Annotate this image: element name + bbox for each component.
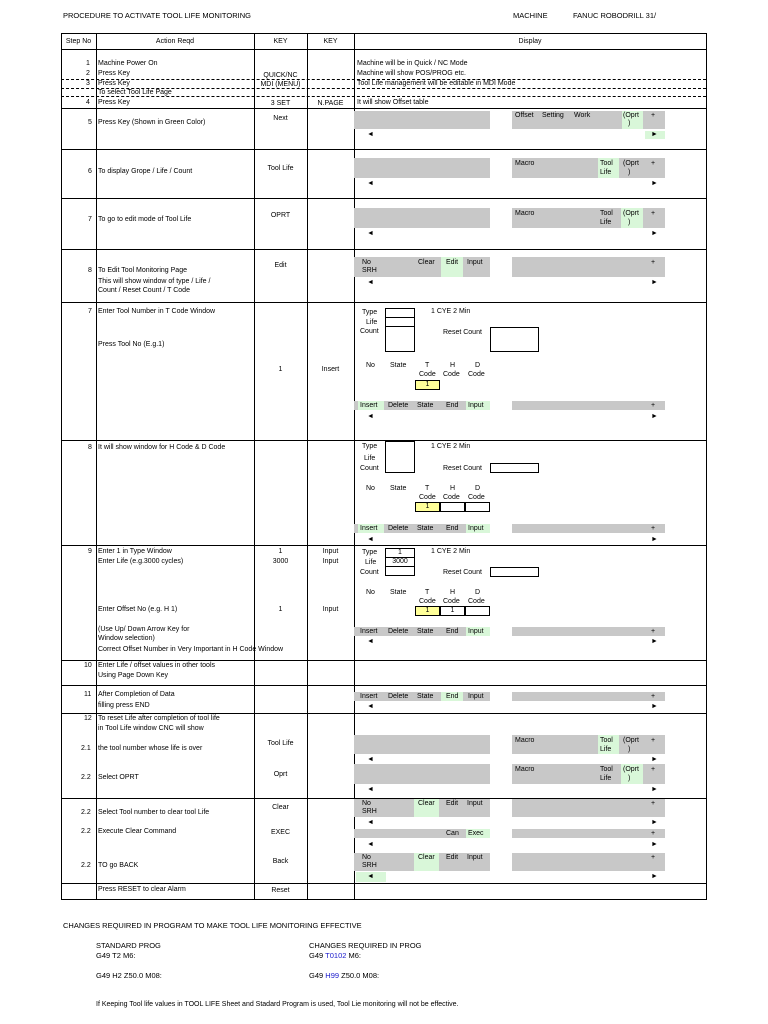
type-field[interactable]: 1	[385, 548, 415, 558]
key-input[interactable]: Input	[322, 558, 339, 565]
window-label-life: Life	[365, 559, 377, 566]
changes-prog-line	[309, 952, 361, 960]
action-text: Enter Life / offset values in other tools	[98, 662, 215, 669]
window-col-d-code: Code	[468, 371, 485, 378]
display-text: Tool Life management will be editable in MDI Mode	[357, 80, 516, 87]
softkey-state[interactable]: State	[417, 628, 434, 635]
softkey-setting[interactable]: Setting	[542, 112, 564, 119]
left-arrow-icon[interactable]: ◄	[367, 638, 374, 645]
window-col-t: T	[425, 362, 430, 369]
action-text: Machine Power On	[98, 60, 158, 67]
left-arrow-icon[interactable]: ◄	[367, 873, 374, 880]
right-arrow-icon[interactable]: ►	[651, 841, 658, 848]
softkey-life[interactable]: Life	[600, 775, 612, 782]
reset-count-field[interactable]	[490, 463, 539, 473]
window-col-h-code: Code	[443, 494, 460, 501]
softkey-plus[interactable]: +	[651, 259, 656, 266]
softkey-tool[interactable]: Tool	[600, 737, 613, 744]
softkey-end[interactable]: End	[446, 693, 459, 700]
window-cye-label: 1 CYE 2 Min	[431, 308, 471, 315]
action-text: the tool number whose life is over	[98, 745, 203, 752]
d-code-cell[interactable]	[465, 606, 490, 616]
action-text: Count / Reset Count / T Code	[98, 287, 190, 294]
window-label-count: Count	[360, 465, 379, 472]
softkey-plus[interactable]: +	[651, 112, 656, 119]
right-arrow-icon[interactable]: ►	[651, 786, 658, 793]
action-text: It will show window for H Code & D Code	[98, 444, 226, 451]
col-header-key2: KEY	[323, 38, 338, 45]
window-reset-count: Reset Count	[443, 465, 482, 472]
softkey-insert[interactable]: Insert	[360, 693, 378, 700]
action-text: Press Tool No (E.g.1)	[98, 341, 165, 348]
softkey-oprt[interactable]: (Oprt	[623, 737, 639, 744]
step-no: 2.2	[81, 828, 91, 835]
right-arrow-icon[interactable]: ►	[651, 230, 658, 237]
window-col-h: H	[450, 485, 456, 492]
softkey-oprt-close: )	[628, 219, 631, 226]
action-text: Press RESET to clear Alarm	[98, 886, 186, 893]
window-label-life: Life	[364, 455, 376, 462]
window-col-h-code: Code	[443, 598, 460, 605]
left-arrow-icon[interactable]: ◄	[367, 536, 374, 543]
code-h99: H99	[325, 971, 340, 980]
action-text: Press Key	[98, 99, 130, 106]
softkey-srh[interactable]: SRH	[362, 267, 377, 274]
left-arrow-icon[interactable]: ◄	[367, 841, 374, 848]
window-col-d-code: Code	[468, 598, 485, 605]
h-code-cell[interactable]: 1	[440, 606, 465, 616]
softkey-input[interactable]: Input	[467, 854, 483, 861]
softkey-plus[interactable]: +	[651, 402, 656, 409]
page-title: PROCEDURE TO ACTIVATE TOOL LIFE MONITORING	[63, 11, 251, 20]
reset-count-field[interactable]	[490, 567, 539, 577]
window-label-count: Count	[360, 328, 379, 335]
step-no: 6	[88, 168, 92, 175]
softkey-state[interactable]: State	[417, 693, 434, 700]
action-text: To select Tool Life Page	[98, 89, 172, 96]
window-col-d: D	[475, 362, 481, 369]
softkey-work[interactable]: Work	[574, 112, 591, 119]
life-field[interactable]: 3000	[385, 557, 415, 567]
changes-prog-line	[309, 972, 379, 980]
softkey-input[interactable]: Input	[467, 800, 483, 807]
softkey-offset[interactable]: Offset	[515, 112, 534, 119]
softkey-life[interactable]: Life	[600, 169, 612, 176]
action-text: Enter Tool Number in T Code Window	[98, 308, 216, 315]
softkey-can[interactable]: Can	[446, 830, 459, 837]
key-edit[interactable]: Edit	[274, 262, 287, 269]
right-arrow-icon[interactable]: ►	[651, 413, 658, 420]
standard-prog-title: STANDARD PROG	[96, 941, 161, 950]
softkey-plus[interactable]: +	[651, 800, 656, 807]
d-code-cell[interactable]	[465, 502, 490, 512]
window-label-type: Type	[362, 549, 378, 556]
action-text: To reset Life after completion of tool life	[98, 715, 220, 722]
softkey-no[interactable]: No	[362, 800, 371, 807]
code-z50: Z50.0 M08:	[341, 971, 380, 980]
softkey-tool[interactable]: Tool	[600, 160, 613, 167]
col-header-action: Action Reqd	[155, 38, 195, 45]
action-text: Correct Offset Number in Very Important in H Code Window	[98, 646, 284, 653]
step-no: 11	[84, 691, 92, 698]
softkey-life[interactable]: Life	[600, 219, 612, 226]
code-t0102: T0102	[325, 951, 347, 960]
window-label-type: Type	[362, 443, 378, 450]
softkey-end[interactable]: End	[446, 525, 459, 532]
h-code-cell[interactable]	[440, 502, 465, 512]
window-col-t-code: Code	[419, 598, 436, 605]
left-arrow-icon[interactable]: ◄	[367, 279, 374, 286]
softkey-srh[interactable]: SRH	[362, 808, 377, 815]
step-no: 4	[86, 99, 90, 106]
key-exec[interactable]: EXEC	[270, 829, 291, 836]
softkey-delete[interactable]: Delete	[388, 693, 409, 700]
machine-value: FANUC ROBODRILL 31/	[573, 11, 657, 20]
softkey-plus[interactable]: +	[651, 830, 656, 837]
left-arrow-icon[interactable]: ◄	[367, 413, 374, 420]
action-text: Enter Life (e.g.3000 cycles)	[98, 558, 184, 565]
key-input[interactable]: Input	[322, 606, 339, 613]
display-text: Machine will show POS/PROG etc.	[357, 70, 466, 77]
softkey-input[interactable]: Input	[467, 259, 483, 266]
type-life-count-field[interactable]	[385, 441, 415, 473]
count-field[interactable]	[385, 326, 415, 352]
softkey-end[interactable]: End	[446, 628, 459, 635]
key-reset[interactable]: Reset	[271, 887, 290, 894]
left-arrow-icon[interactable]: ◄	[367, 703, 374, 710]
softkey-macro[interactable]: Macro	[515, 160, 535, 167]
key-1[interactable]: 1	[278, 366, 283, 373]
key-tool-life[interactable]: Tool Life	[267, 740, 294, 747]
action-text: This will show window of type / Life /	[98, 278, 211, 285]
action-text: After Completion of Data	[98, 691, 175, 698]
step-no: 3	[86, 80, 90, 87]
t-code-cell[interactable]: 1	[415, 502, 440, 512]
softkey-delete[interactable]: Delete	[388, 402, 409, 409]
key-quick-nc[interactable]: QUICK/NC	[263, 72, 298, 79]
window-label-type: Type	[362, 309, 378, 316]
action-text: Select OPRT	[98, 774, 139, 781]
right-arrow-icon[interactable]: ►	[651, 180, 658, 187]
standard-prog-line: G49 T2 M6:	[96, 951, 136, 960]
window-col-t: T	[425, 485, 430, 492]
col-header-display: Display	[518, 38, 542, 45]
right-arrow-icon[interactable]: ►	[651, 703, 658, 710]
softkey-plus[interactable]: +	[651, 693, 656, 700]
step-no: 9	[88, 548, 92, 555]
key-insert[interactable]: Insert	[321, 366, 340, 373]
count-field[interactable]	[385, 566, 415, 576]
left-arrow-icon[interactable]: ◄	[367, 230, 374, 237]
code-g49: G49	[309, 971, 324, 980]
softkey-state[interactable]: State	[417, 525, 434, 532]
col-header-key1: KEY	[273, 38, 288, 45]
softkey-delete[interactable]: Delete	[388, 525, 409, 532]
window-col-state: State	[390, 485, 407, 492]
softkey-oprt[interactable]: (Oprt	[623, 210, 639, 217]
window-col-t: T	[425, 589, 430, 596]
softkey-insert[interactable]: Insert	[360, 402, 378, 409]
softkey-state[interactable]: State	[417, 402, 434, 409]
softkey-exec[interactable]: Exec	[468, 830, 484, 837]
step-no: 1	[86, 60, 90, 67]
right-arrow-icon[interactable]: ►	[651, 279, 658, 286]
t-code-cell[interactable]: 1	[415, 380, 440, 390]
window-col-d-code: Code	[468, 494, 485, 501]
softkey-tool[interactable]: Tool	[600, 210, 613, 217]
softkey-end[interactable]: End	[446, 402, 459, 409]
step-no: 2.1	[81, 745, 91, 752]
action-text: Press Key (Shown in Green Color)	[98, 119, 206, 126]
softkey-macro[interactable]: Macro	[515, 766, 535, 773]
softkey-clear[interactable]: Clear	[418, 854, 435, 861]
left-arrow-icon[interactable]: ◄	[367, 756, 374, 763]
step-no: 8	[88, 267, 92, 274]
action-text: Press Key	[98, 70, 130, 77]
window-col-h: H	[450, 362, 456, 369]
key-3000[interactable]: 3000	[272, 558, 289, 565]
window-cye-label: 1 CYE 2 Min	[431, 443, 471, 450]
right-arrow-icon[interactable]: ►	[651, 131, 658, 138]
key-1[interactable]: 1	[278, 548, 283, 555]
left-arrow-icon[interactable]: ◄	[367, 786, 374, 793]
window-col-no: No	[366, 362, 375, 369]
key-input[interactable]: Input	[322, 548, 339, 555]
softkey-plus[interactable]: +	[651, 628, 656, 635]
step-no: 5	[88, 119, 92, 126]
step-no: 2.2	[81, 774, 91, 781]
softkey-insert[interactable]: Insert	[360, 628, 378, 635]
step-no: 2	[86, 70, 90, 77]
action-text: (Use Up/ Down Arrow Key for	[98, 626, 190, 633]
softkey-input[interactable]: Input	[468, 693, 484, 700]
left-arrow-icon[interactable]: ◄	[367, 131, 374, 138]
changes-heading: CHANGES REQUIRED IN PROGRAM TO MAKE TOOL LIFE MONITORING EFFECTIVE	[63, 921, 362, 930]
softkey-edit[interactable]: Edit	[446, 854, 459, 861]
window-col-h-code: Code	[443, 371, 460, 378]
softkey-tool[interactable]: Tool	[600, 766, 613, 773]
key-1[interactable]: 1	[278, 606, 283, 613]
softkey-oprt[interactable]: (Oprt	[623, 160, 639, 167]
window-cye-label: 1 CYE 2 Min	[431, 548, 471, 555]
window-col-d: D	[475, 485, 481, 492]
key-tool-life[interactable]: Tool Life	[267, 165, 294, 172]
key-oprt[interactable]: OPRT	[270, 212, 291, 219]
softkey-input[interactable]: Input	[468, 525, 484, 532]
softkey-clear[interactable]: Clear	[418, 259, 435, 266]
changes-prog-title: CHANGES REQUIRED IN PROG	[309, 941, 422, 950]
action-text: filling press END	[98, 702, 150, 709]
key-n-page[interactable]: N.PAGE	[317, 100, 344, 107]
softkey-edit[interactable]: Edit	[446, 800, 459, 807]
softkey-clear[interactable]: Clear	[418, 800, 435, 807]
right-arrow-icon[interactable]: ►	[651, 638, 658, 645]
machine-label: MACHINE	[513, 11, 548, 20]
action-text: Enter Offset No (e.g. H 1)	[98, 606, 178, 613]
action-text: Execute Clear Command	[98, 828, 177, 835]
softkey-plus[interactable]: +	[651, 210, 656, 217]
window-reset-count: Reset Count	[443, 329, 482, 336]
softkey-delete[interactable]: Delete	[388, 628, 409, 635]
right-arrow-icon[interactable]: ►	[651, 819, 658, 826]
window-reset-count: Reset Count	[443, 569, 482, 576]
display-text: It will show Offset table	[357, 99, 429, 106]
action-text: To go to edit mode of Tool Life	[98, 216, 192, 223]
action-text: Window selection)	[98, 635, 155, 642]
t-code-cell[interactable]: 1	[415, 606, 440, 616]
action-text: Using Page Down Key	[98, 672, 169, 679]
key-mdi-menu[interactable]: MDI (MENU)	[260, 81, 301, 88]
window-col-t-code: Code	[419, 494, 436, 501]
right-arrow-icon[interactable]: ►	[651, 756, 658, 763]
left-arrow-icon[interactable]: ◄	[367, 180, 374, 187]
display-text: Machine will be in Quick / NC Mode	[357, 60, 468, 67]
step-no: 7	[88, 308, 92, 315]
softkey-plus[interactable]: +	[651, 737, 656, 744]
code-g49: G49	[309, 951, 324, 960]
key-clear[interactable]: Clear	[272, 804, 289, 811]
key-oprt[interactable]: Oprt	[273, 771, 288, 778]
step-no: 10	[84, 662, 92, 669]
key-next[interactable]: Next	[273, 115, 288, 122]
reset-count-field[interactable]	[490, 327, 539, 352]
step-no: 12	[84, 715, 92, 722]
left-arrow-icon[interactable]: ◄	[367, 819, 374, 826]
softkey-no[interactable]: No	[362, 854, 371, 861]
softkey-no[interactable]: No	[362, 259, 371, 266]
window-label-count: Count	[360, 569, 379, 576]
step-no: 7	[88, 216, 92, 223]
action-text: To display Grope / Life / Count	[98, 168, 193, 175]
softkey-edit[interactable]: Edit	[446, 259, 459, 266]
code-m6: M6:	[348, 951, 362, 960]
step-no: 8	[88, 444, 92, 451]
right-arrow-icon[interactable]: ►	[651, 536, 658, 543]
step-no: 2.2	[81, 809, 91, 816]
window-col-state: State	[390, 589, 407, 596]
softkey-insert[interactable]: Insert	[360, 525, 378, 532]
softkey-macro[interactable]: Macro	[515, 737, 535, 744]
action-text: Enter 1 in Type Window	[98, 548, 172, 555]
window-col-d: D	[475, 589, 481, 596]
action-text: Select Tool number to clear tool Life	[98, 809, 210, 816]
right-arrow-icon[interactable]: ►	[651, 873, 658, 880]
action-text: in Tool Life window CNC will show	[98, 725, 204, 732]
action-text: To Edit Tool Monitoring Page	[98, 267, 187, 274]
key-3-set[interactable]: 3 SET	[270, 100, 291, 107]
softkey-life[interactable]: Life	[600, 746, 612, 753]
softkey-plus[interactable]: +	[651, 525, 656, 532]
col-header-step: Step No	[65, 38, 92, 45]
softkey-oprt-close: )	[628, 120, 631, 127]
step-no: 2.2	[81, 862, 91, 869]
action-text: TO go BACK	[98, 862, 139, 869]
softkey-oprt-close: )	[628, 775, 631, 782]
window-col-no: No	[366, 589, 375, 596]
window-col-h: H	[450, 589, 456, 596]
window-col-state: State	[390, 362, 407, 369]
action-text: Press Key	[98, 80, 130, 87]
window-col-no: No	[366, 485, 375, 492]
key-back[interactable]: Back	[272, 858, 289, 865]
softkey-input[interactable]: Input	[468, 628, 484, 635]
standard-prog-line: G49 H2 Z50.0 M08:	[96, 971, 162, 980]
softkey-oprt-close: )	[628, 746, 631, 753]
softkey-srh[interactable]: SRH	[362, 862, 377, 869]
softkey-plus[interactable]: +	[651, 766, 656, 773]
softkey-plus[interactable]: +	[651, 854, 656, 861]
softkey-plus[interactable]: +	[651, 160, 656, 167]
footer-note: If Keeping Tool life values in TOOL LIFE Sheet and Stadard Program is used, Tool Lie monitoring will not be effective.	[96, 1001, 459, 1008]
window-label-life: Life	[366, 319, 378, 326]
window-col-t-code: Code	[419, 371, 436, 378]
softkey-macro[interactable]: Macro	[515, 210, 535, 217]
softkey-oprt[interactable]: (Oprt	[623, 112, 639, 119]
softkey-oprt[interactable]: (Oprt	[623, 766, 639, 773]
softkey-input[interactable]: Input	[468, 402, 484, 409]
softkey-oprt-close: )	[628, 169, 631, 176]
